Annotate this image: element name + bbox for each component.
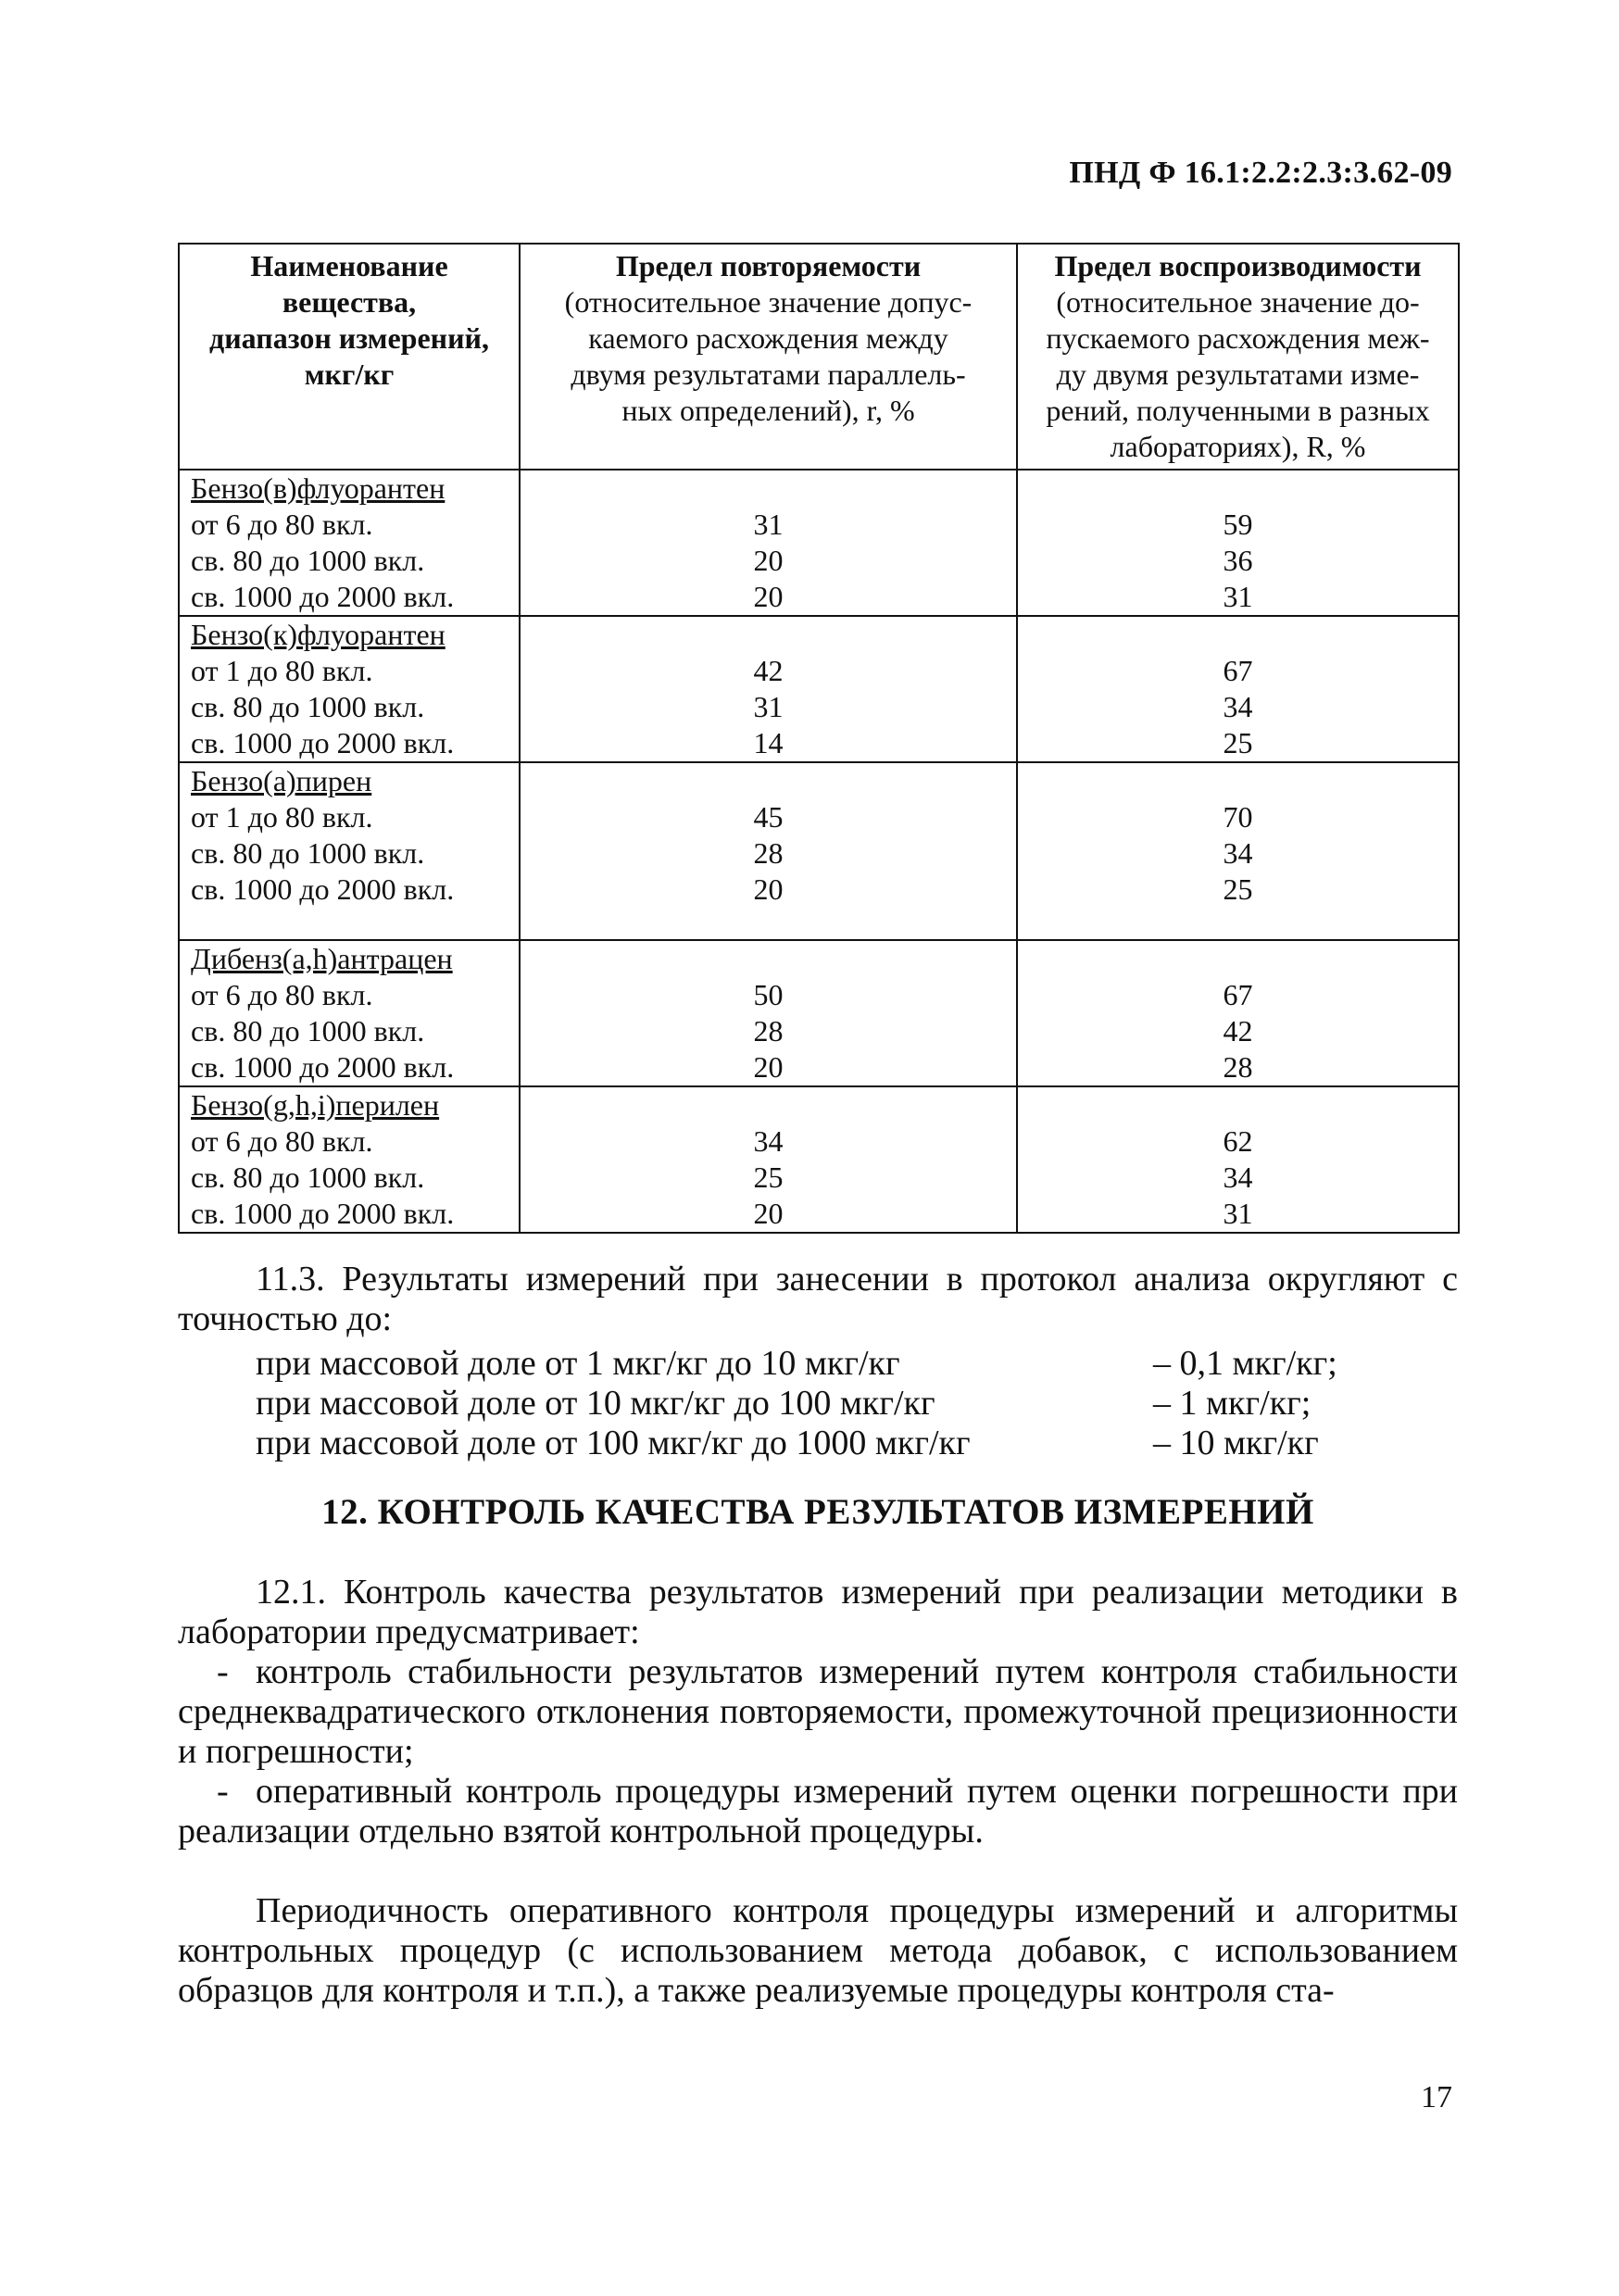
- reproducibility-cell: 62 34 31: [1017, 1086, 1459, 1233]
- header-repeatability: Предел повторяемости (относительное значение допус- каемого расхождения между двумя результатами параллель- ных определений), r, %: [520, 244, 1017, 470]
- section-12-heading: 12. КОНТРОЛЬ КАЧЕСТВА РЕЗУЛЬТАТОВ ИЗМЕРЕНИЙ: [321, 1492, 1314, 1532]
- section-12-1-paragraph: 12.1. Контроль качества результатов измерений при реализации методики в лаборатории предусматривает:: [178, 1573, 1458, 1651]
- reproducibility-cell: 67 42 28: [1017, 940, 1459, 1086]
- rounding-precision: – 0,1 мкг/кг;: [1153, 1344, 1337, 1383]
- repeatability-cell: 50 28 20: [520, 940, 1017, 1086]
- substance-cell: Бензо(к)флуорантен от 1 до 80 вкл. св. 80 до 1000 вкл. св. 1000 до 2000 вкл.: [179, 616, 520, 762]
- bullet-marker: -: [217, 1772, 229, 1811]
- bullet-list: [178, 1652, 1458, 1851]
- rounding-condition: при массовой доле от 10 мкг/кг до 100 мкг/кг: [256, 1384, 935, 1423]
- section-11-3-intro: 11.3. Результаты измерений при занесении в протокол анализа округляют с точностью до:: [178, 1260, 1458, 1338]
- substance-name: Дибенз(a,h)антрацен: [191, 942, 453, 975]
- reproducibility-cell: 59 36 31: [1017, 470, 1459, 616]
- rounding-condition: при массовой доле от 1 мкг/кг до 10 мкг/кг: [256, 1344, 900, 1383]
- rounding-precision: – 10 мкг/кг: [1153, 1424, 1319, 1462]
- substance-name: Бензо(в)флуорантен: [191, 471, 446, 505]
- header-reproducibility: Предел воспроизводимости (относительное значение до- пускаемого расхождения меж- ду двумя результатами изме- рений, полученными в разных лабораториях), R, %: [1017, 244, 1459, 470]
- substance-cell: Дибенз(a,h)антрацен от 6 до 80 вкл. св. 80 до 1000 вкл. св. 1000 до 2000 вкл.: [179, 940, 520, 1086]
- list-item: - контроль стабильности результатов измерений путем контроля стабильности среднеквадратического отклонения повторяемости, промежуточной прецизионности и погрешности;: [178, 1652, 1458, 1771]
- rounding-condition: при массовой доле от 100 мкг/кг до 1000 мкг/кг: [256, 1424, 971, 1462]
- substance-name: Бензо(а)пирен: [191, 764, 372, 797]
- document-code: ПНД Ф 16.1:2.2:2.3:3.62-09: [1069, 156, 1452, 190]
- periodicity-paragraph: Периодичность оперативного контроля процедуры измерений и алгоритмы контрольных процедур (с использованием метода добавок, с использованием образцов для контроля и т.п.), а также реализуемые процедуры контроля ста-: [178, 1891, 1458, 2010]
- table-row: [179, 616, 1459, 762]
- repeatability-cell: 34 25 20: [520, 1086, 1017, 1233]
- list-item: - оперативный контроль процедуры измерений путем оценки погрешности при реализации отдельно взятой контрольной процедуры.: [178, 1772, 1458, 1851]
- reproducibility-cell: 67 34 25: [1017, 616, 1459, 762]
- substance-cell: Бензо(в)флуорантен от 6 до 80 вкл. св. 80 до 1000 вкл. св. 1000 до 2000 вкл.: [179, 470, 520, 616]
- substance-name: Бензо(к)флуорантен: [191, 618, 446, 651]
- repeatability-cell: 31 20 20: [520, 470, 1017, 616]
- table-header-row: [179, 244, 1459, 470]
- page-number: 17: [1421, 2080, 1452, 2114]
- rounding-precision: – 1 мкг/кг;: [1153, 1384, 1312, 1423]
- substance-cell: Бензо(а)пирен от 1 до 80 вкл. св. 80 до 1000 вкл. св. 1000 до 2000 вкл.: [179, 762, 520, 940]
- repeatability-cell: 45 28 20: [520, 762, 1017, 940]
- precision-limits-table: [178, 243, 1460, 1234]
- reproducibility-cell: 70 34 25: [1017, 762, 1459, 940]
- table-row: [179, 762, 1459, 940]
- substance-name: Бензо(g,h,i)перилен: [191, 1088, 440, 1122]
- table-row: [179, 1086, 1459, 1233]
- bullet-marker: -: [217, 1652, 229, 1691]
- table-row: [179, 940, 1459, 1086]
- header-substance: Наименование вещества, диапазон измерений, мкг/кг: [179, 244, 520, 470]
- substance-cell: Бензо(g,h,i)перилен от 6 до 80 вкл. св. 80 до 1000 вкл. св. 1000 до 2000 вкл.: [179, 1086, 520, 1233]
- table-row: [179, 470, 1459, 616]
- repeatability-cell: 42 31 14: [520, 616, 1017, 762]
